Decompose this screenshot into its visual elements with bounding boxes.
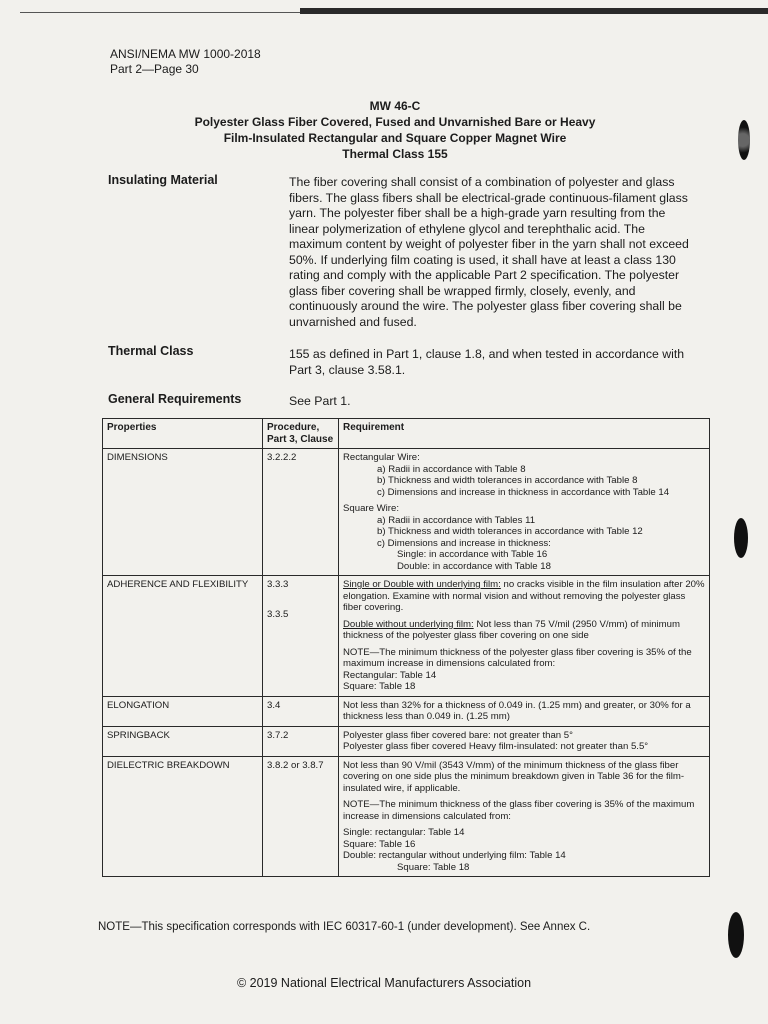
note-item: Double: rectangular without underlying film: Table 14 [343,850,566,861]
binder-hole [738,120,750,160]
clause-value: 3.3.5 [267,608,289,620]
list-item: c) Dimensions and increase in thickness: [377,537,551,549]
requirement-text: Not less than 75 V/mil (2950 V/mm) of minimum thickness of the polyester glass fiber covering on one side [343,618,680,641]
insulating-material-label: Insulating Material [108,173,218,187]
table-header-row [103,419,710,449]
square-title: Square Wire: [343,503,399,514]
list-item: b) Thickness and width tolerances in accordance with Table 12 [377,526,643,537]
clause-cell [263,576,339,697]
insulating-material-text: The fiber covering shall consist of a combination of polyester and glass fibers. The glass fibers shall be electrical-grade continuous-filament glass yarn. The polyester fiber shall be a high-grade yarn resulting from the linear polymerization of ethylene glycol and terephthalic acid. The maximum content by weight of polyester fiber in the yarn shall not exceed 50%. If underlying film coating is used, it shall have at least a class 130 rating and comply with the applicable Part 2 specification. The polyester glass fiber covering shall be wrapped firmly, closely, evenly, and continuously around the wire. The polyester glass fiber covering shall be unvarnished and fused. [289,175,689,329]
property-cell: ADHERENCE AND FLEXIBILITY [103,576,263,697]
note-item: Square: Table 16 [343,838,416,850]
spec-title-line: Polyester Glass Fiber Covered, Fused and Unvarnished Bare or Heavy [194,115,596,129]
spec-title-line: Film-Insulated Rectangular and Square Copper Magnet Wire [223,131,567,145]
scan-edge-line-thin [20,12,300,13]
note-item: Square: Table 18 [397,861,470,873]
note-item: Square: Table 18 [343,681,416,692]
clause-cell: 3.4 [263,696,339,726]
col-header-requirement: Requirement [339,419,710,449]
table-row [103,576,710,697]
clause-cell: 3.7.2 [263,726,339,756]
table-row [103,756,710,877]
thermal-class-text: 155 as defined in Part 1, clause 1.8, and when tested in accordance with Part 3, clause 3.58.1. [289,347,685,377]
note: NOTE—The minimum thickness of the glass fiber covering is 35% of the maximum increase in dimensions calculated from: [343,799,695,822]
list-item: Double: in accordance with Table 18 [397,560,551,572]
requirement-cell [339,449,710,576]
list-item: c) Dimensions and increase in thickness in accordance with Table 14 [377,486,670,498]
property-cell: ELONGATION [103,696,263,726]
requirement-line: Polyester glass fiber covered bare: not greater than 5° [343,729,573,741]
requirement-cell [339,726,710,756]
list-item: a) Radii in accordance with Tables 11 [377,514,536,526]
requirement-cell [339,756,710,877]
spec-code: MW 46-C [369,99,421,113]
standard-number: ANSI/NEMA MW 1000-2018 [110,47,261,61]
col-header-properties: Properties [103,419,263,449]
table-row [103,449,710,576]
table-row [103,726,710,756]
requirement-cell: Not less than 32% for a thickness of 0.049 in. (1.25 mm) and greater, or 30% for a thickness less than 0.049 in. (1.25 mm) [339,696,710,726]
table-row [103,696,710,726]
clause-value: 3.3.3 [267,579,289,590]
scan-edge-line [300,8,768,14]
list-item: b) Thickness and width tolerances in accordance with Table 8 [377,475,638,486]
clause-cell: 3.8.2 or 3.8.7 [263,756,339,877]
property-cell: DIMENSIONS [103,449,263,576]
requirement-cell [339,576,710,697]
requirement-lead: Double without underlying film: [343,618,474,630]
binder-hole [734,518,748,558]
rect-title: Rectangular Wire: [343,452,420,463]
note-item: Rectangular: Table 14 [343,669,437,681]
spec-title-line: Thermal Class 155 [342,147,448,161]
requirement-lead: Single or Double with underlying film: [343,579,501,590]
clause-cell: 3.2.2.2 [263,449,339,576]
copyright: © 2019 National Electrical Manufacturers Association [236,976,532,990]
list-item: Single: in accordance with Table 16 [397,549,548,560]
note: NOTE—The minimum thickness of the polyester glass fiber covering is 35% of the maximum increase in dimensions calculated from: [343,646,692,669]
thermal-class-label: Thermal Class [108,344,194,358]
col-header-procedure: Procedure, Part 3, Clause [263,419,339,449]
footnote: NOTE—This specification corresponds with IEC 60317-60-1 (under development). See Annex C. [98,921,591,933]
requirement-paragraph [343,619,705,642]
binder-hole [728,912,744,958]
property-cell: DIELECTRIC BREAKDOWN [103,756,263,877]
list-item: a) Radii in accordance with Table 8 [377,463,526,475]
property-cell: SPRINGBACK [103,726,263,756]
requirement-paragraph: Not less than 90 V/mil (3543 V/mm) of the minimum thickness of the glass fiber covering on one side plus the minimum breakdown given in Table 36 for the film-insulated wire, if applicable. [343,759,685,794]
page-number: Part 2—Page 30 [110,62,199,76]
requirements-table [102,418,710,877]
general-requirements-text: See Part 1. [289,394,351,408]
note-item: Single: rectangular: Table 14 [343,827,465,838]
general-requirements-label: General Requirements [108,392,242,406]
page-header [110,47,261,77]
requirement-text: no cracks visible in the film insulation after 20% elongation. Examine with normal vision and without removing the polyester glass fiber covering. [343,579,705,613]
requirement-paragraph [343,579,705,614]
requirement-line: Polyester glass fiber covered Heavy film-insulated: not greater than 5.5° [343,741,649,752]
spec-title [150,98,640,162]
